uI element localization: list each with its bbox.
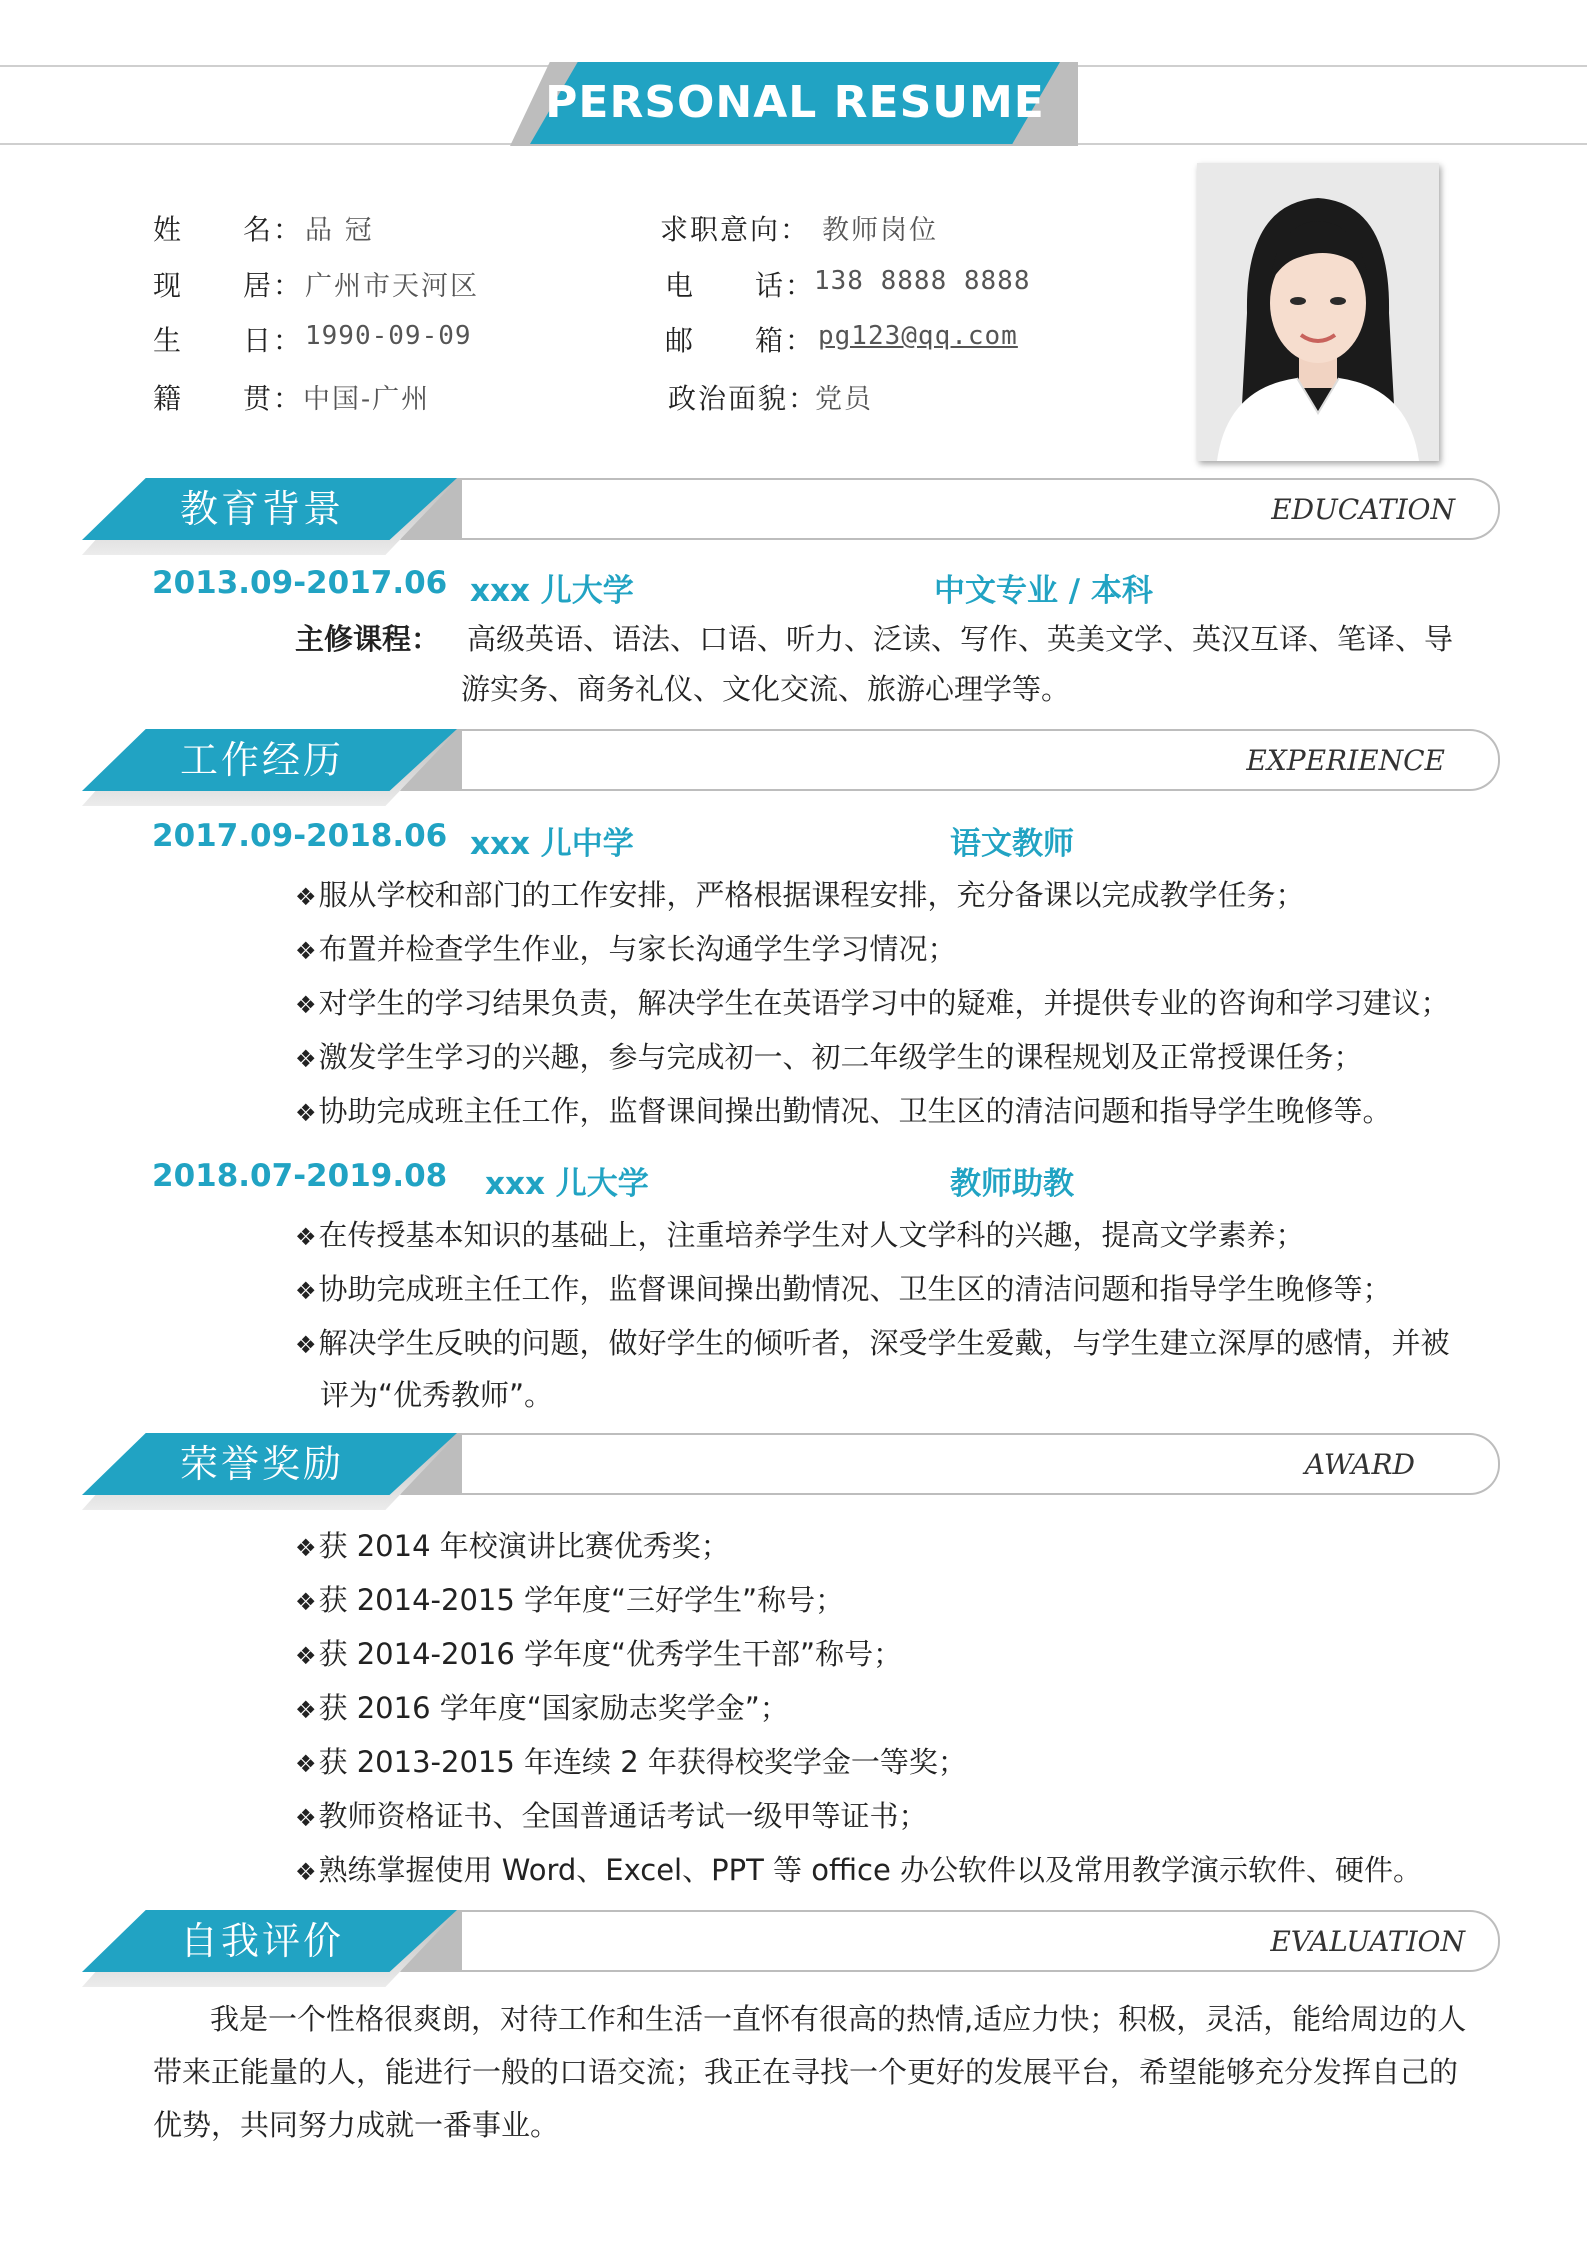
award-item: ❖获 2013-2015 年连续 2 年获得校奖学金一等奖； — [295, 1745, 967, 1779]
job-2-item: ❖在传授基本知识的基础上，注重培养学生对人文学科的兴趣，提高文学素养； — [295, 1218, 1305, 1252]
email-label: 邮 箱： — [665, 324, 816, 357]
job-1-item: ❖协助完成班主任工作，监督课间操出勤情况、卫生区的清洁问题和指导学生晚修等。 — [295, 1094, 1392, 1128]
job-2-date: 2018.07-2019.08 — [152, 1158, 448, 1194]
phone-value: 138 8888 8888 — [814, 266, 1031, 296]
education-major: 中文专业 / 本科 — [934, 573, 1153, 609]
course-label: 主修课程： — [295, 622, 441, 656]
page-title: PERSONAL RESUME — [545, 77, 1045, 128]
award-title-en: AWARD — [1304, 1448, 1415, 1481]
experience-title-en: EXPERIENCE — [1246, 744, 1445, 777]
education-title: 教育背景 — [180, 487, 345, 531]
job-2-item: ❖解决学生反映的问题，做好学生的倾听者，深受学生爱戴，与学生建立深厚的感情，并被 — [295, 1326, 1450, 1360]
origin-label: 籍 贯： — [153, 382, 304, 415]
email-link[interactable]: pg123@qq.com — [818, 321, 1018, 351]
origin-value: 中国-广州 — [303, 384, 431, 415]
birth-label: 生 日： — [153, 324, 304, 357]
job-1-item: ❖激发学生学习的兴趣，参与完成初一、初二年级学生的课程规划及正常授课任务； — [295, 1040, 1363, 1074]
profile-photo — [1197, 163, 1439, 461]
award-item: ❖熟练掌握使用 Word、Excel、PPT 等 office 办公软件以及常用教学演示软件、硬件。 — [295, 1853, 1423, 1887]
name-value: 品 冠 — [305, 215, 374, 246]
job-2-item: ❖协助完成班主任工作，监督课间操出勤情况、卫生区的清洁问题和指导学生晚修等； — [295, 1272, 1392, 1306]
award-title: 荣誉奖励 — [180, 1442, 345, 1486]
education-date: 2013.09-2017.06 — [152, 565, 448, 601]
political-value: 党员 — [815, 384, 873, 415]
evaluation-title-en: EVALUATION — [1270, 1925, 1465, 1958]
name-label: 姓 名： — [153, 213, 304, 246]
phone-label: 电 话： — [665, 269, 816, 302]
course-line-2: 游实务、商务礼仪、文化交流、旅游心理学等。 — [461, 672, 1071, 706]
evaluation-title: 自我评价 — [180, 1919, 345, 1963]
evaluation-line-2: 带来正能量的人，能进行一般的口语交流；我正在寻找一个更好的发展平台，希望能够充分发挥自己的 — [153, 2055, 1459, 2089]
job-1-item: ❖服从学校和部门的工作安排，严格根据课程安排，充分备课以完成教学任务； — [295, 878, 1305, 912]
course-line-1: 高级英语、语法、口语、听力、泛读、写作、英美文学、英汉互译、笔译、导 — [467, 622, 1454, 656]
education-school: xxx 儿大学 — [470, 573, 634, 609]
residence-label: 现 居： — [153, 269, 304, 302]
residence-value: 广州市天河区 — [305, 271, 479, 302]
job-label: 求职意向： — [660, 213, 811, 246]
award-item: ❖获 2014-2015 学年度“三好学生”称号； — [295, 1583, 845, 1617]
job-1-date: 2017.09-2018.06 — [152, 818, 448, 854]
award-item: ❖获 2014 年校演讲比赛优秀奖； — [295, 1529, 730, 1563]
experience-title: 工作经历 — [180, 738, 345, 782]
job-1-item: ❖布置并检查学生作业，与家长沟通学生学习情况； — [295, 932, 957, 966]
job-2-item-continuation: 评为“优秀教师”。 — [320, 1378, 554, 1412]
award-item: ❖教师资格证书、全国普通话考试一级甲等证书； — [295, 1799, 928, 1833]
job-1-item: ❖对学生的学习结果负责，解决学生在英语学习中的疑难，并提供专业的咨询和学习建议； — [295, 986, 1450, 1020]
job-1-org: xxx 儿中学 — [470, 826, 634, 862]
political-label: 政治面貌： — [668, 382, 819, 415]
education-title-en: EDUCATION — [1271, 493, 1455, 526]
award-item: ❖获 2014-2016 学年度“优秀学生干部”称号； — [295, 1637, 903, 1671]
job-2-role: 教师助教 — [950, 1166, 1074, 1202]
evaluation-line-3: 优势，共同努力成就一番事业。 — [153, 2108, 560, 2142]
birth-value: 1990-09-09 — [305, 321, 472, 351]
award-item: ❖获 2016 学年度“国家励志奖学金”； — [295, 1691, 789, 1725]
evaluation-line-1: 我是一个性格很爽朗，对待工作和生活一直怀有很高的热情,适应力快；积极，灵活，能给周边的人 — [210, 2002, 1467, 2036]
job-2-org: xxx 儿大学 — [485, 1166, 649, 1202]
job-1-role: 语文教师 — [950, 826, 1074, 862]
job-value: 教师岗位 — [822, 215, 938, 246]
